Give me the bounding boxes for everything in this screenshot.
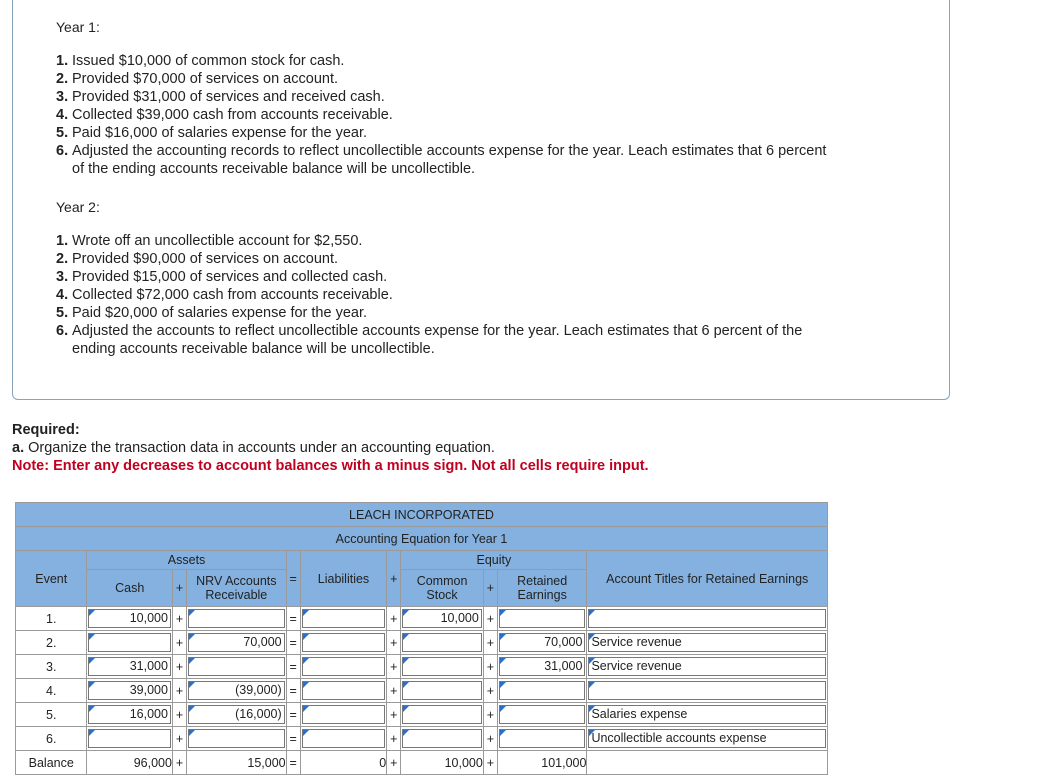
retained-earnings-input-cell [497,655,587,679]
cash-input[interactable]: 39,000 [88,681,171,700]
item-text: Provided $90,000 of services on account. [72,251,338,267]
op-equals: = [286,727,300,751]
year2-heading: Year 2: [56,199,100,215]
retained-earnings-input-cell [497,607,587,631]
op-plus: + [387,727,401,751]
item-number: 4. [56,107,69,123]
item-text: Provided $70,000 of services on account. [72,71,338,87]
common-stock-header: Common Stock [401,570,484,607]
item-number: 2. [56,71,69,87]
op-plus: + [483,727,497,751]
event-number: 1. [16,607,87,631]
account-title-input[interactable]: Service revenue [588,633,826,652]
item-text: Wrote off an uncollectible account for $2,550. [72,233,363,249]
balance-title-empty [587,751,828,775]
year1-item-1 [56,52,826,70]
item-text: Provided $31,000 of services and received cash. [72,89,385,105]
accounting-equation-table [15,502,828,775]
nrv-input-cell [187,703,287,727]
retained-earnings-header: Retained Earnings [497,570,587,607]
note-text: Note: Enter any decreases to account balances with a minus sign. Not all cells require input. [12,458,649,474]
retained-earnings-input-cell [497,727,587,751]
balance-retained-earnings: 101,000 [497,751,587,775]
op-plus: + [483,607,497,631]
year1-item-5 [56,124,826,142]
balance-common-stock: 10,000 [401,751,484,775]
retained-earnings-input[interactable] [499,609,586,628]
assets-header: Assets [87,551,286,570]
table-row [16,607,828,631]
account-title-input-cell [587,679,828,703]
item-text: Provided $15,000 of services and collected cash. [72,269,388,285]
retained-earnings-input[interactable]: 31,000 [499,657,586,676]
op-plus: + [387,703,401,727]
item-number: 1. [56,53,69,69]
year1-item-4 [56,106,826,124]
op-equals: = [286,679,300,703]
part-a [12,439,649,457]
nrv-input-cell [187,727,287,751]
op-plus: + [387,679,401,703]
op-equals: = [286,607,300,631]
retained-earnings-input-cell [497,679,587,703]
op-plus: + [387,607,401,631]
table-row [16,679,828,703]
item-number: 4. [56,287,69,303]
common-stock-input[interactable]: 10,000 [402,609,482,628]
cash-input-cell [87,607,173,631]
retained-earnings-input[interactable]: 70,000 [499,633,586,652]
nrv-input[interactable]: 70,000 [188,633,285,652]
account-title-input[interactable]: Service revenue [588,657,826,676]
year1-list [56,52,826,178]
op-plus: + [483,751,497,775]
op-plus: + [172,751,186,775]
item-number: 5. [56,305,69,321]
cash-input-cell [87,631,173,655]
op-equals: = [286,751,300,775]
item-number: 3. [56,89,69,105]
event-number: 3. [16,655,87,679]
year1-item-2 [56,70,826,88]
account-title-input[interactable]: Salaries expense [588,705,826,724]
event-header: Event [16,551,87,607]
op-plus: + [483,655,497,679]
balance-row [16,751,828,775]
liabilities-input[interactable] [302,681,386,700]
nrv-input-cell [187,631,287,655]
year1-item-6 [56,142,826,178]
item-number: 1. [56,233,69,249]
liabilities-input-cell [300,703,387,727]
retained-earnings-input[interactable] [499,681,586,700]
op-plus: + [483,679,497,703]
cash-input[interactable] [88,633,171,652]
nrv-input[interactable]: (16,000) [188,705,285,724]
cash-input-cell [87,679,173,703]
required-section [12,421,649,475]
liabilities-input[interactable] [302,609,386,628]
account-title-input-cell [587,631,828,655]
common-stock-input-cell [401,727,484,751]
liabilities-input-cell [300,679,387,703]
table-row [16,703,828,727]
year2-item-5 [56,304,802,322]
balance-liabilities: 0 [300,751,387,775]
nrv-input-cell [187,679,287,703]
account-title-input-cell [587,607,828,631]
year2-item-3 [56,268,802,286]
op-plus: + [172,727,186,751]
plus-header: + [387,551,401,607]
cash-input[interactable]: 10,000 [88,609,171,628]
account-title-input[interactable]: Uncollectible accounts expense [588,729,826,748]
op-equals: = [286,631,300,655]
op-equals: = [286,655,300,679]
common-stock-input-cell [401,679,484,703]
liabilities-input-cell [300,727,387,751]
liabilities-input[interactable] [302,633,386,652]
nrv-input-cell [187,655,287,679]
common-stock-input[interactable] [402,633,482,652]
table-row [16,655,828,679]
balance-label: Balance [16,751,87,775]
op-plus: + [172,607,186,631]
item-text: Paid $16,000 of salaries expense for the year. [72,125,368,141]
cash-input-cell [87,703,173,727]
op-plus: + [483,703,497,727]
item-text: Issued $10,000 of common stock for cash. [72,53,345,69]
year1-item-3 [56,88,826,106]
common-stock-input[interactable] [402,681,482,700]
cash-input-cell [87,655,173,679]
event-number: 5. [16,703,87,727]
common-stock-input[interactable] [402,657,482,676]
cash-input-cell [87,727,173,751]
plus-header: + [172,570,186,607]
year2-item-1 [56,232,802,250]
nrv-input-cell [187,607,287,631]
part-a-text: Organize the transaction data in accounts under an accounting equation. [28,440,495,456]
cash-input[interactable]: 31,000 [88,657,171,676]
item-number: 5. [56,125,69,141]
retained-earnings-input-cell [497,631,587,655]
equals-header: = [286,551,300,607]
common-stock-input-cell [401,607,484,631]
nrv-input[interactable] [188,609,285,628]
op-plus: + [387,751,401,775]
liabilities-input-cell [300,607,387,631]
op-plus: + [387,655,401,679]
item-number: 6. [56,143,69,159]
year2-item-4 [56,286,802,304]
nrv-input[interactable] [188,729,285,748]
account-title-input-cell [587,727,828,751]
common-stock-input[interactable] [402,729,482,748]
account-titles-header: Account Titles for Retained Earnings [587,551,828,607]
retained-earnings-input[interactable] [499,729,586,748]
common-stock-input-cell [401,631,484,655]
balance-nrv: 15,000 [187,751,287,775]
item-number: 6. [56,323,69,339]
op-plus: + [172,703,186,727]
table-row [16,727,828,751]
op-plus: + [387,631,401,655]
year2-item-2 [56,250,802,268]
account-title-input-cell [587,703,828,727]
equity-header: Equity [401,551,587,570]
balance-cash: 96,000 [87,751,173,775]
required-label: Required: [12,422,80,438]
account-title-input[interactable] [588,609,826,628]
op-plus: + [172,631,186,655]
account-title-input-cell [587,655,828,679]
nrv-header: NRV Accounts Receivable [187,570,287,607]
item-text: Collected $39,000 cash from accounts receivable. [72,107,393,123]
op-plus: + [172,679,186,703]
op-plus: + [172,655,186,679]
item-text: Paid $20,000 of salaries expense for the year. [72,305,368,321]
common-stock-input-cell [401,703,484,727]
plus-header: + [483,570,497,607]
table-row [16,631,828,655]
table-subtitle: Accounting Equation for Year 1 [16,527,828,551]
liabilities-input-cell [300,655,387,679]
item-number: 3. [56,269,69,285]
year2-item-6 [56,322,802,358]
op-equals: = [286,703,300,727]
event-number: 4. [16,679,87,703]
company-name: LEACH INCORPORATED [16,503,828,527]
retained-earnings-input[interactable] [499,705,586,724]
liabilities-input[interactable] [302,729,386,748]
op-plus: + [483,631,497,655]
liabilities-input-cell [300,631,387,655]
nrv-input[interactable] [188,657,285,676]
cash-input[interactable]: 16,000 [88,705,171,724]
item-text-continued: of the ending accounts receivable balance will be uncollectible. [72,161,476,177]
item-text-continued: ending accounts receivable balance will be uncollectible. [72,341,435,357]
account-title-input[interactable] [588,681,826,700]
year2-list [56,232,802,358]
liabilities-input[interactable] [302,705,386,724]
item-text: Collected $72,000 cash from accounts receivable. [72,287,393,303]
event-number: 2. [16,631,87,655]
cash-header: Cash [87,570,173,607]
cash-input[interactable] [88,729,171,748]
nrv-input[interactable]: (39,000) [188,681,285,700]
year1-heading: Year 1: [56,19,100,35]
item-number: 2. [56,251,69,267]
item-text: Adjusted the accounts to reflect uncollectible accounts expense for the year. Leach estimates that 6 percent of the [72,323,803,339]
liabilities-header: Liabilities [300,551,387,607]
common-stock-input[interactable] [402,705,482,724]
liabilities-input[interactable] [302,657,386,676]
event-number: 6. [16,727,87,751]
part-a-letter: a. [12,440,25,456]
common-stock-input-cell [401,655,484,679]
retained-earnings-input-cell [497,703,587,727]
item-text: Adjusted the accounting records to reflect uncollectible accounts expense for the year. Leach estimates that 6 percent [72,143,827,159]
